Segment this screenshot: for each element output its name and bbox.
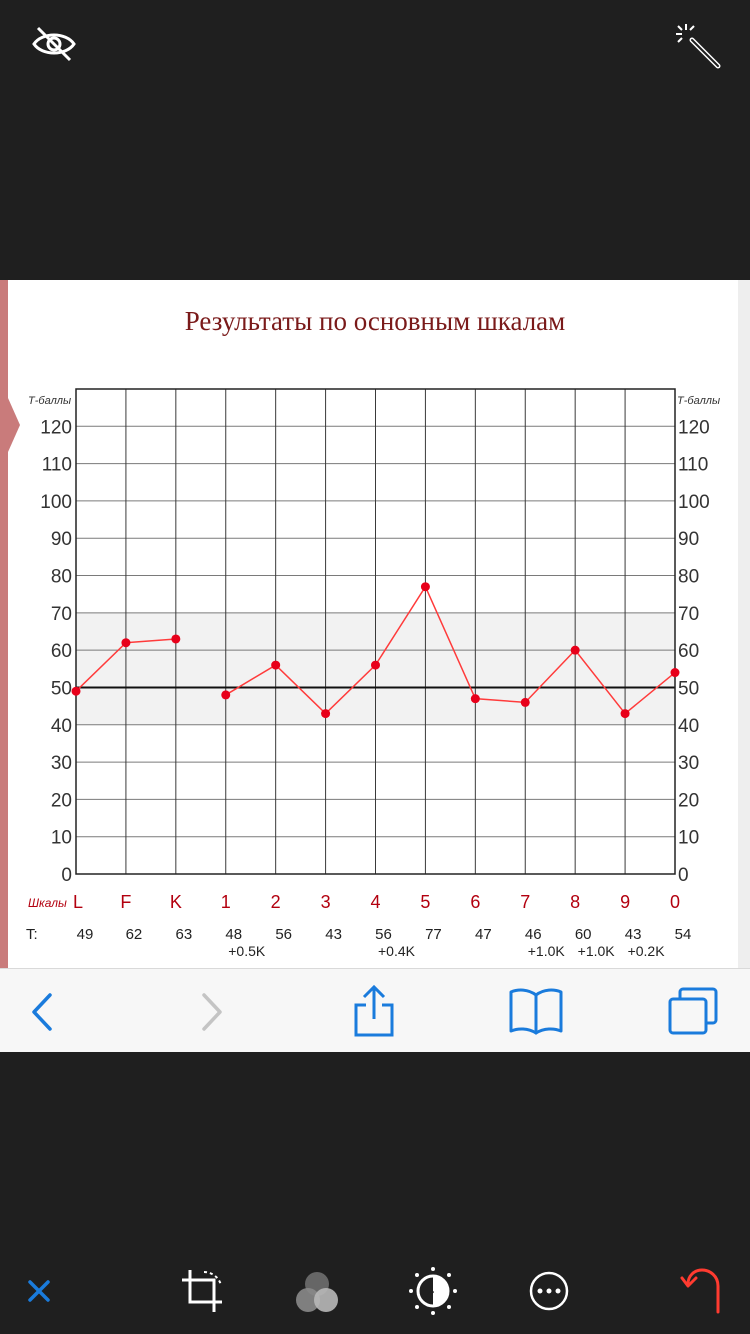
y-tick-right: 100 xyxy=(678,491,710,513)
magic-wand-icon[interactable] xyxy=(672,20,722,70)
y-tick-left: 50 xyxy=(50,678,72,700)
data-value-label: 77 xyxy=(425,926,442,943)
browser-toolbar xyxy=(0,968,750,1053)
x-tick-label: 8 xyxy=(570,892,581,912)
x-tick-label: 3 xyxy=(320,892,331,912)
data-point xyxy=(671,668,680,677)
y-tick-left: 70 xyxy=(50,603,72,625)
y-tick-right: 20 xyxy=(678,790,700,812)
data-value-label: 54 xyxy=(674,926,692,943)
t-row-label: T: xyxy=(26,926,38,943)
x-tick-label: L xyxy=(72,892,84,912)
y-tick-left: 90 xyxy=(50,529,72,551)
y-tick-right: 80 xyxy=(678,566,700,588)
data-value-label: 43 xyxy=(325,926,342,943)
x-axis-label: Шкалы xyxy=(28,896,67,910)
y-tick-left: 100 xyxy=(40,491,72,513)
filters-icon[interactable] xyxy=(292,1268,342,1316)
x-tick-label: 7 xyxy=(520,892,531,912)
data-point xyxy=(271,661,280,670)
x-tick-label: 9 xyxy=(620,892,631,912)
y-tick-right: 60 xyxy=(678,641,700,663)
data-value-label: 48 xyxy=(225,926,243,943)
y-tick-right: 110 xyxy=(678,454,709,476)
data-point xyxy=(571,646,580,655)
x-tick-label: K xyxy=(169,892,182,912)
data-point xyxy=(621,709,630,718)
book-icon[interactable] xyxy=(508,987,564,1035)
data-value-label: 56 xyxy=(375,926,392,943)
data-point xyxy=(321,709,330,718)
share-icon[interactable] xyxy=(352,983,396,1039)
y-tick-right: 50 xyxy=(678,678,700,700)
photo-content xyxy=(0,280,750,970)
data-value-label: 62 xyxy=(125,926,143,943)
y-tick-left: 80 xyxy=(50,566,72,588)
correction-label: +0.5K xyxy=(228,943,266,959)
data-point xyxy=(421,582,430,591)
y-tick-left: 30 xyxy=(50,753,72,775)
y-tick-left: 60 xyxy=(50,641,72,663)
photo-editor-bottom-bar xyxy=(0,1052,750,1334)
data-value-label: 60 xyxy=(574,926,592,943)
y-tick-right: 90 xyxy=(678,529,700,551)
x-tick-label: 1 xyxy=(220,892,231,912)
y-tick-left: 120 xyxy=(40,417,72,439)
y-tick-left: 40 xyxy=(50,715,72,737)
data-value-label: 63 xyxy=(175,926,193,943)
more-icon[interactable] xyxy=(528,1270,570,1312)
y-tick-right: 30 xyxy=(678,753,700,775)
x-tick-label: 0 xyxy=(669,892,681,912)
crop-rotate-icon[interactable] xyxy=(180,1268,226,1314)
y-tick-right: 70 xyxy=(678,603,700,625)
data-value-label: 49 xyxy=(76,926,94,943)
data-value-label: 47 xyxy=(474,926,492,943)
correction-label: +0.4K xyxy=(378,943,415,959)
y-tick-right: 10 xyxy=(678,827,700,849)
y-tick-right: 0 xyxy=(678,865,689,886)
x-tick-label: 2 xyxy=(270,892,281,912)
adjust-dial-icon[interactable] xyxy=(408,1266,458,1316)
chevron-right-icon[interactable] xyxy=(196,991,226,1033)
x-tick-label: F xyxy=(120,892,132,912)
y-tick-right: 120 xyxy=(678,417,710,439)
chart-title: Результаты по основным шкалам xyxy=(184,306,566,336)
y-tick-left: 0 xyxy=(61,865,72,886)
data-point xyxy=(221,690,230,699)
eye-slash-icon[interactable] xyxy=(30,24,78,64)
x-tick-label: 4 xyxy=(370,892,381,912)
tabs-icon[interactable] xyxy=(666,985,720,1037)
chart xyxy=(0,280,750,970)
chevron-left-icon[interactable] xyxy=(28,991,58,1033)
data-point xyxy=(471,694,480,703)
data-point xyxy=(371,661,380,670)
data-point xyxy=(121,638,130,647)
y-tick-left: 10 xyxy=(50,827,72,849)
photo-editor-top-bar xyxy=(0,0,750,280)
correction-label: +0.2K xyxy=(627,943,665,959)
revert-icon[interactable] xyxy=(680,1266,726,1314)
y-tick-right: 40 xyxy=(678,715,700,737)
data-point xyxy=(72,687,81,696)
y-tick-left: 110 xyxy=(41,454,72,476)
close-icon[interactable] xyxy=(26,1278,52,1304)
data-value-label: 46 xyxy=(524,926,542,943)
y-axis-label-left: Т-баллы xyxy=(28,395,72,407)
data-point xyxy=(521,698,530,707)
correction-label: +1.0K xyxy=(527,943,565,959)
y-tick-left: 20 xyxy=(50,790,72,812)
data-value-label: 56 xyxy=(275,926,293,943)
correction-label: +1.0K xyxy=(577,943,615,959)
x-tick-label: 5 xyxy=(420,892,431,912)
data-point xyxy=(171,634,180,643)
y-axis-label-right: Т-баллы xyxy=(677,395,721,407)
data-value-label: 43 xyxy=(624,926,642,943)
x-tick-label: 6 xyxy=(470,892,481,912)
